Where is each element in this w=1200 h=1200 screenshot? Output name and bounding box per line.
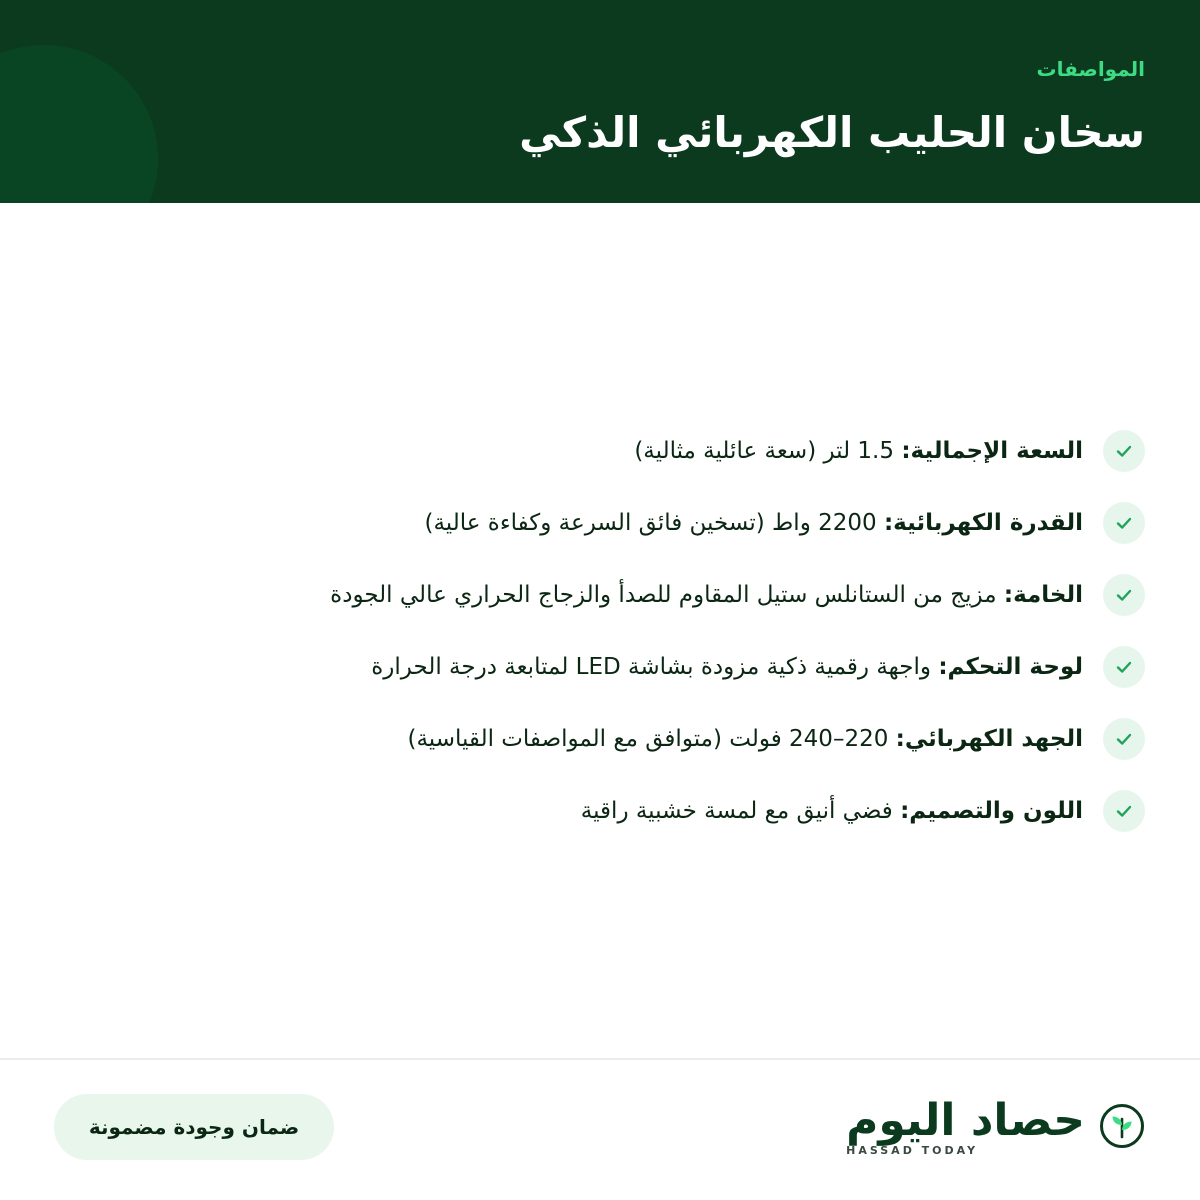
spec-item-material xyxy=(105,574,1145,616)
decorative-circle xyxy=(0,45,158,203)
brand-text xyxy=(846,1096,1085,1157)
spec-label: الجهد الكهربائي: xyxy=(895,726,1083,752)
spec-item-control-panel xyxy=(105,646,1145,688)
spec-text xyxy=(634,438,1083,464)
leaf-logo-icon xyxy=(1099,1103,1145,1149)
footer-divider xyxy=(0,1058,1200,1060)
spec-text xyxy=(581,798,1083,824)
check-icon xyxy=(1103,718,1145,760)
spec-text xyxy=(425,510,1084,536)
spec-text xyxy=(371,654,1083,680)
header-banner xyxy=(0,0,1200,203)
spec-label: لوحة التحكم: xyxy=(938,654,1083,680)
page-title: سخان الحليب الكهربائي الذكي xyxy=(519,108,1145,157)
spec-value: فضي أنيق مع لمسة خشبية راقية xyxy=(580,798,901,824)
guarantee-badge: ضمان وجودة مضمونة xyxy=(54,1094,334,1160)
check-icon xyxy=(1103,502,1145,544)
brand xyxy=(846,1094,1145,1158)
spec-value: 220–240 فولت (متوافق مع المواصفات القياسية) xyxy=(407,726,896,752)
spec-label: اللون والتصميم: xyxy=(900,798,1083,824)
spec-text xyxy=(330,582,1083,608)
specs-list xyxy=(105,430,1145,862)
check-icon xyxy=(1103,790,1145,832)
check-icon xyxy=(1103,574,1145,616)
spec-value: 2200 واط (تسخين فائق السرعة وكفاءة عالية) xyxy=(424,510,884,536)
spec-item-color-design xyxy=(105,790,1145,832)
spec-label: القدرة الكهربائية: xyxy=(883,510,1083,536)
spec-item-voltage xyxy=(105,718,1145,760)
spec-value: واجهة رقمية ذكية مزودة بشاشة LED لمتابعة درجة الحرارة xyxy=(371,654,939,680)
spec-text xyxy=(407,726,1083,752)
spec-item-capacity xyxy=(105,430,1145,472)
spec-value: 1.5 لتر (سعة عائلية مثالية) xyxy=(634,438,902,464)
spec-label: السعة الإجمالية: xyxy=(901,438,1083,464)
section-label: المواصفات xyxy=(1036,57,1145,81)
brand-name: حصاد اليوم xyxy=(846,1094,1085,1146)
spec-value: مزيج من الستانلس ستيل المقاوم للصدأ والزجاج الحراري عالي الجودة xyxy=(330,582,1004,608)
check-icon xyxy=(1103,430,1145,472)
check-icon xyxy=(1103,646,1145,688)
spec-item-power xyxy=(105,502,1145,544)
spec-label: الخامة: xyxy=(1003,582,1083,608)
brand-latin-name: HASSAD TODAY xyxy=(846,1143,979,1157)
